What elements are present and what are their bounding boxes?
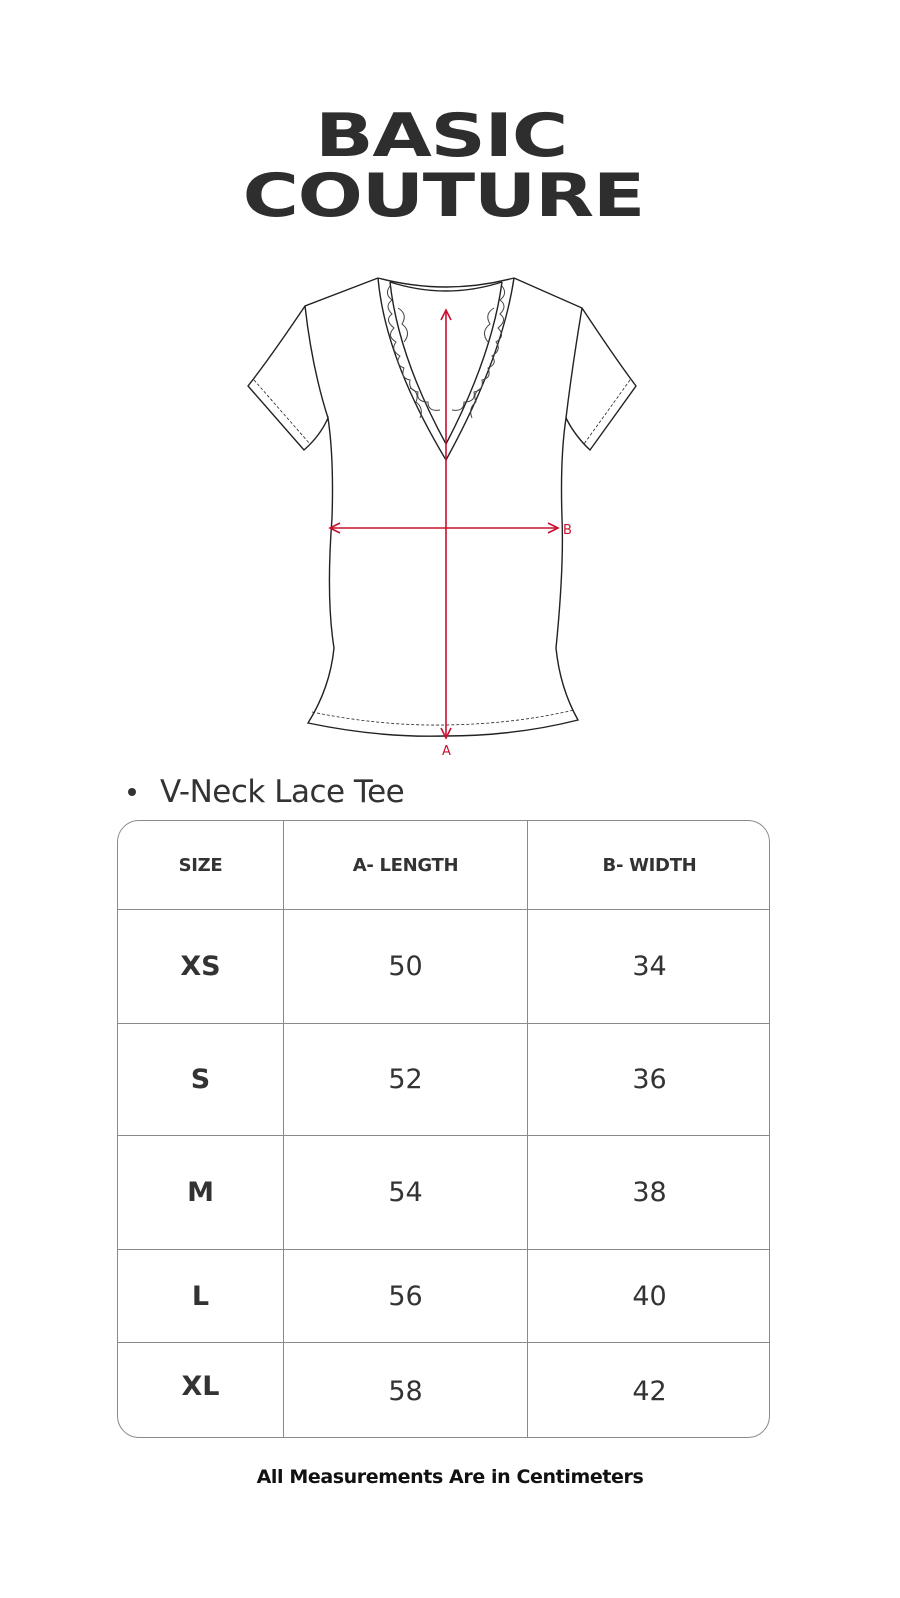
brand-logo — [242, 101, 645, 231]
product-name: V-Neck Lace Tee — [160, 774, 405, 810]
header-length: A- LENGTH — [283, 821, 527, 909]
product-title — [128, 772, 404, 812]
width-cell: 40 — [527, 1250, 770, 1342]
logo-line-couture: COUTURE — [242, 161, 645, 231]
width-cell: 36 — [527, 1024, 770, 1135]
measure-line-b — [330, 523, 558, 533]
size-cell: L — [191, 1280, 210, 1312]
table-row — [118, 1023, 769, 1135]
length-cell: 50 — [283, 910, 527, 1023]
table-row — [118, 1135, 769, 1249]
width-cell: 42 — [527, 1343, 770, 1438]
header-width: B- WIDTH — [527, 821, 770, 909]
table-row — [118, 909, 769, 1023]
measure-label-a: A — [442, 744, 451, 759]
size-cell: M — [187, 1177, 214, 1208]
size-cell: S — [190, 1064, 211, 1095]
length-cell: 56 — [283, 1250, 527, 1342]
measure-label-b: B — [563, 523, 572, 538]
tee-outline — [248, 278, 636, 736]
bullet-icon — [128, 788, 136, 796]
logo-line-basic: BASIC — [315, 101, 567, 171]
size-chart-table — [117, 820, 770, 1438]
table-row — [118, 1342, 769, 1438]
measure-line-a — [441, 310, 451, 738]
width-cell: 34 — [527, 910, 770, 1023]
table-row — [118, 1249, 769, 1342]
table-header-row — [118, 821, 769, 909]
size-cell: XL — [181, 1371, 220, 1402]
width-cell: 38 — [527, 1136, 770, 1249]
length-cell: 58 — [283, 1343, 527, 1438]
length-cell: 54 — [283, 1136, 527, 1249]
length-cell: 52 — [283, 1024, 527, 1135]
header-size: SIZE — [178, 854, 223, 876]
tee-sketch-diagram — [230, 268, 650, 768]
size-cell: XS — [180, 951, 221, 982]
measurement-note: All Measurements Are in Centimeters — [256, 1466, 644, 1488]
